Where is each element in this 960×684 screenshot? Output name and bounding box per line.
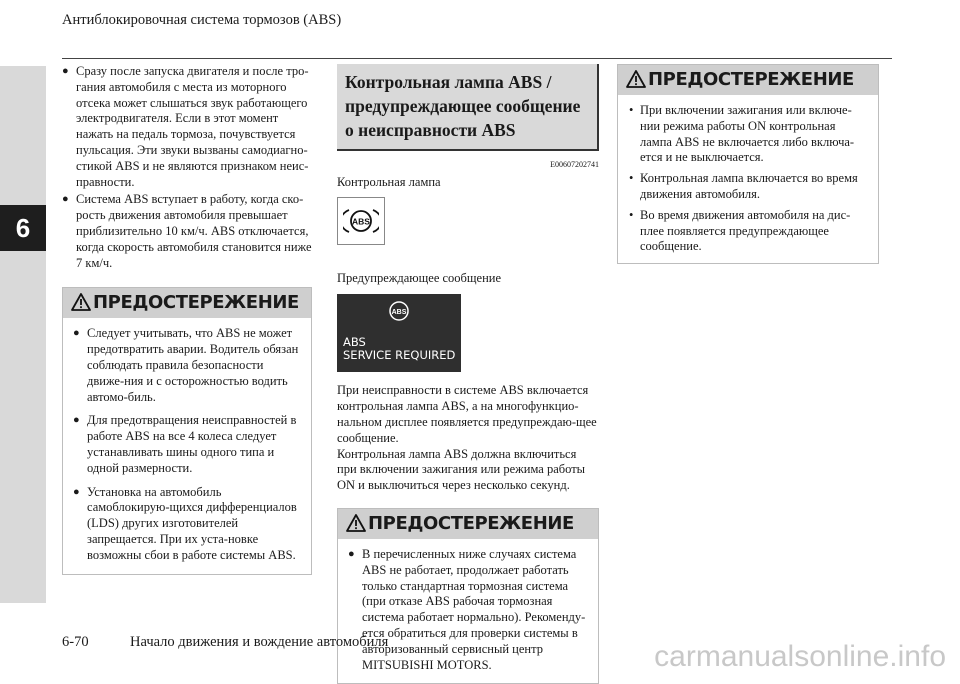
display-icon-text: ABS — [391, 309, 407, 317]
caution-title: ПРЕДОСТЕРЕЖЕНИЕ — [368, 513, 574, 535]
message-label: Предупреждающее сообщение — [337, 270, 501, 285]
caution-box — [617, 64, 879, 264]
page-number: 6-70 — [62, 634, 89, 650]
display-line-2: SERVICE REQUIRED — [343, 348, 456, 363]
lamp-label: Контрольная лампа — [337, 174, 441, 189]
paragraph: При неисправности в системе ABS включается контрольная лампа ABS, а на многофункцио-нальном дисплее появляется предупреждаю-щее сообщение. — [337, 383, 597, 445]
list-item: • Во время движения автомобиля на дис-плее появляется предупреждающее сообщение. — [628, 208, 868, 255]
caution-header — [338, 509, 598, 539]
list-item: • При включении зажигания или включе-нии режима работы ON контрольная лампа ABS не включается либо включа-ется и не выключается. — [628, 103, 868, 166]
warning-triangle-icon — [626, 70, 648, 91]
column-1 — [62, 64, 312, 575]
caution-body — [338, 539, 598, 683]
caution-list — [73, 326, 301, 563]
abs-circle-icon — [388, 300, 410, 325]
list-item: ● Для предотвращения неисправностей в работе ABS на все 4 колеса следует устанавливать шины одного типа и одной размерности. — [73, 413, 301, 476]
warning-triangle-icon — [71, 293, 93, 314]
caution-box — [62, 287, 312, 574]
caution-box — [337, 508, 599, 684]
footer-section-title: Начало движения и вождение автомобиля — [130, 634, 389, 650]
watermark: carmanualsonline.info — [654, 640, 946, 673]
column-2 — [337, 64, 599, 684]
paragraph: Контрольная лампа ABS должна включиться при включении зажигания или режима работы ON и выключиться через несколько секунд. — [337, 446, 586, 493]
caution-header — [618, 65, 878, 95]
abs-lamp-text: ABS — [352, 216, 370, 227]
abs-warning-lamp-icon — [337, 197, 385, 245]
list-item: ● Следует учитывать, что ABS не может предотвратить аварии. Водитель обязан соблюдать правила безопасности движе-ния и с осторожностью водить автомо-биль. — [73, 326, 301, 405]
caution-title: ПРЕДОСТЕРЕЖЕНИЕ — [648, 69, 854, 91]
header-divider — [62, 58, 892, 59]
section-code: E00607202741 — [550, 160, 599, 169]
caution-list — [628, 103, 868, 255]
running-title: Антиблокировочная система тормозов (ABS) — [62, 12, 342, 28]
list-item: ● Сразу после запуска двигателя и после тро-гания автомобиля с места из моторного отсека может слышаться звук работающего электродвигателя. Если в этот момент нажать на педаль тормоза, почувствуется пульсация. Эти звуки вызваны самодиагно-стикой ABS и не являются признаком неис-правности. — [62, 64, 312, 190]
list-item: ● Установка на автомобиль самоблокирую-щихся дифференциалов (LDS) других изготовителей запрещается. При их уста-новке возможны сбои в работе системы ABS. — [73, 485, 301, 564]
warning-triangle-icon — [346, 514, 368, 535]
caution-header — [63, 288, 311, 318]
caution-body — [618, 95, 878, 263]
caution-list — [348, 547, 588, 673]
multi-info-display — [337, 294, 461, 372]
section-heading: Контрольная лампа ABS / предупреждающее сообщение о неисправности ABS — [337, 64, 599, 151]
chapter-tab: 6 — [0, 205, 46, 251]
list-item: ● В перечисленных ниже случаях система ABS не работает, продолжает работать только стандартная тормозная система (при отказе ABS рабочая тормозная система работает нормально). Рекоменду-ется обратиться для проверки системы в авторизованный сервисный центр MITSUBISHI MOTORS. — [348, 547, 588, 673]
chapter-side-band — [0, 66, 46, 603]
display-message — [343, 336, 455, 362]
list-item: ● Система ABS вступает в работу, когда ско-рость движения автомобиля превышает приблизительно 10 км/ч. ABS отключается, когда скорость автомобиля становится ниже 7 км/ч. — [62, 192, 312, 271]
caution-body — [63, 318, 311, 573]
display-line-1: ABS — [343, 335, 366, 350]
intro-bullet-list — [62, 64, 312, 271]
column-3 — [617, 64, 879, 264]
list-item: • Контрольная лампа включается во время движения автомобиля. — [628, 171, 868, 203]
caution-title: ПРЕДОСТЕРЕЖЕНИЕ — [93, 292, 299, 314]
